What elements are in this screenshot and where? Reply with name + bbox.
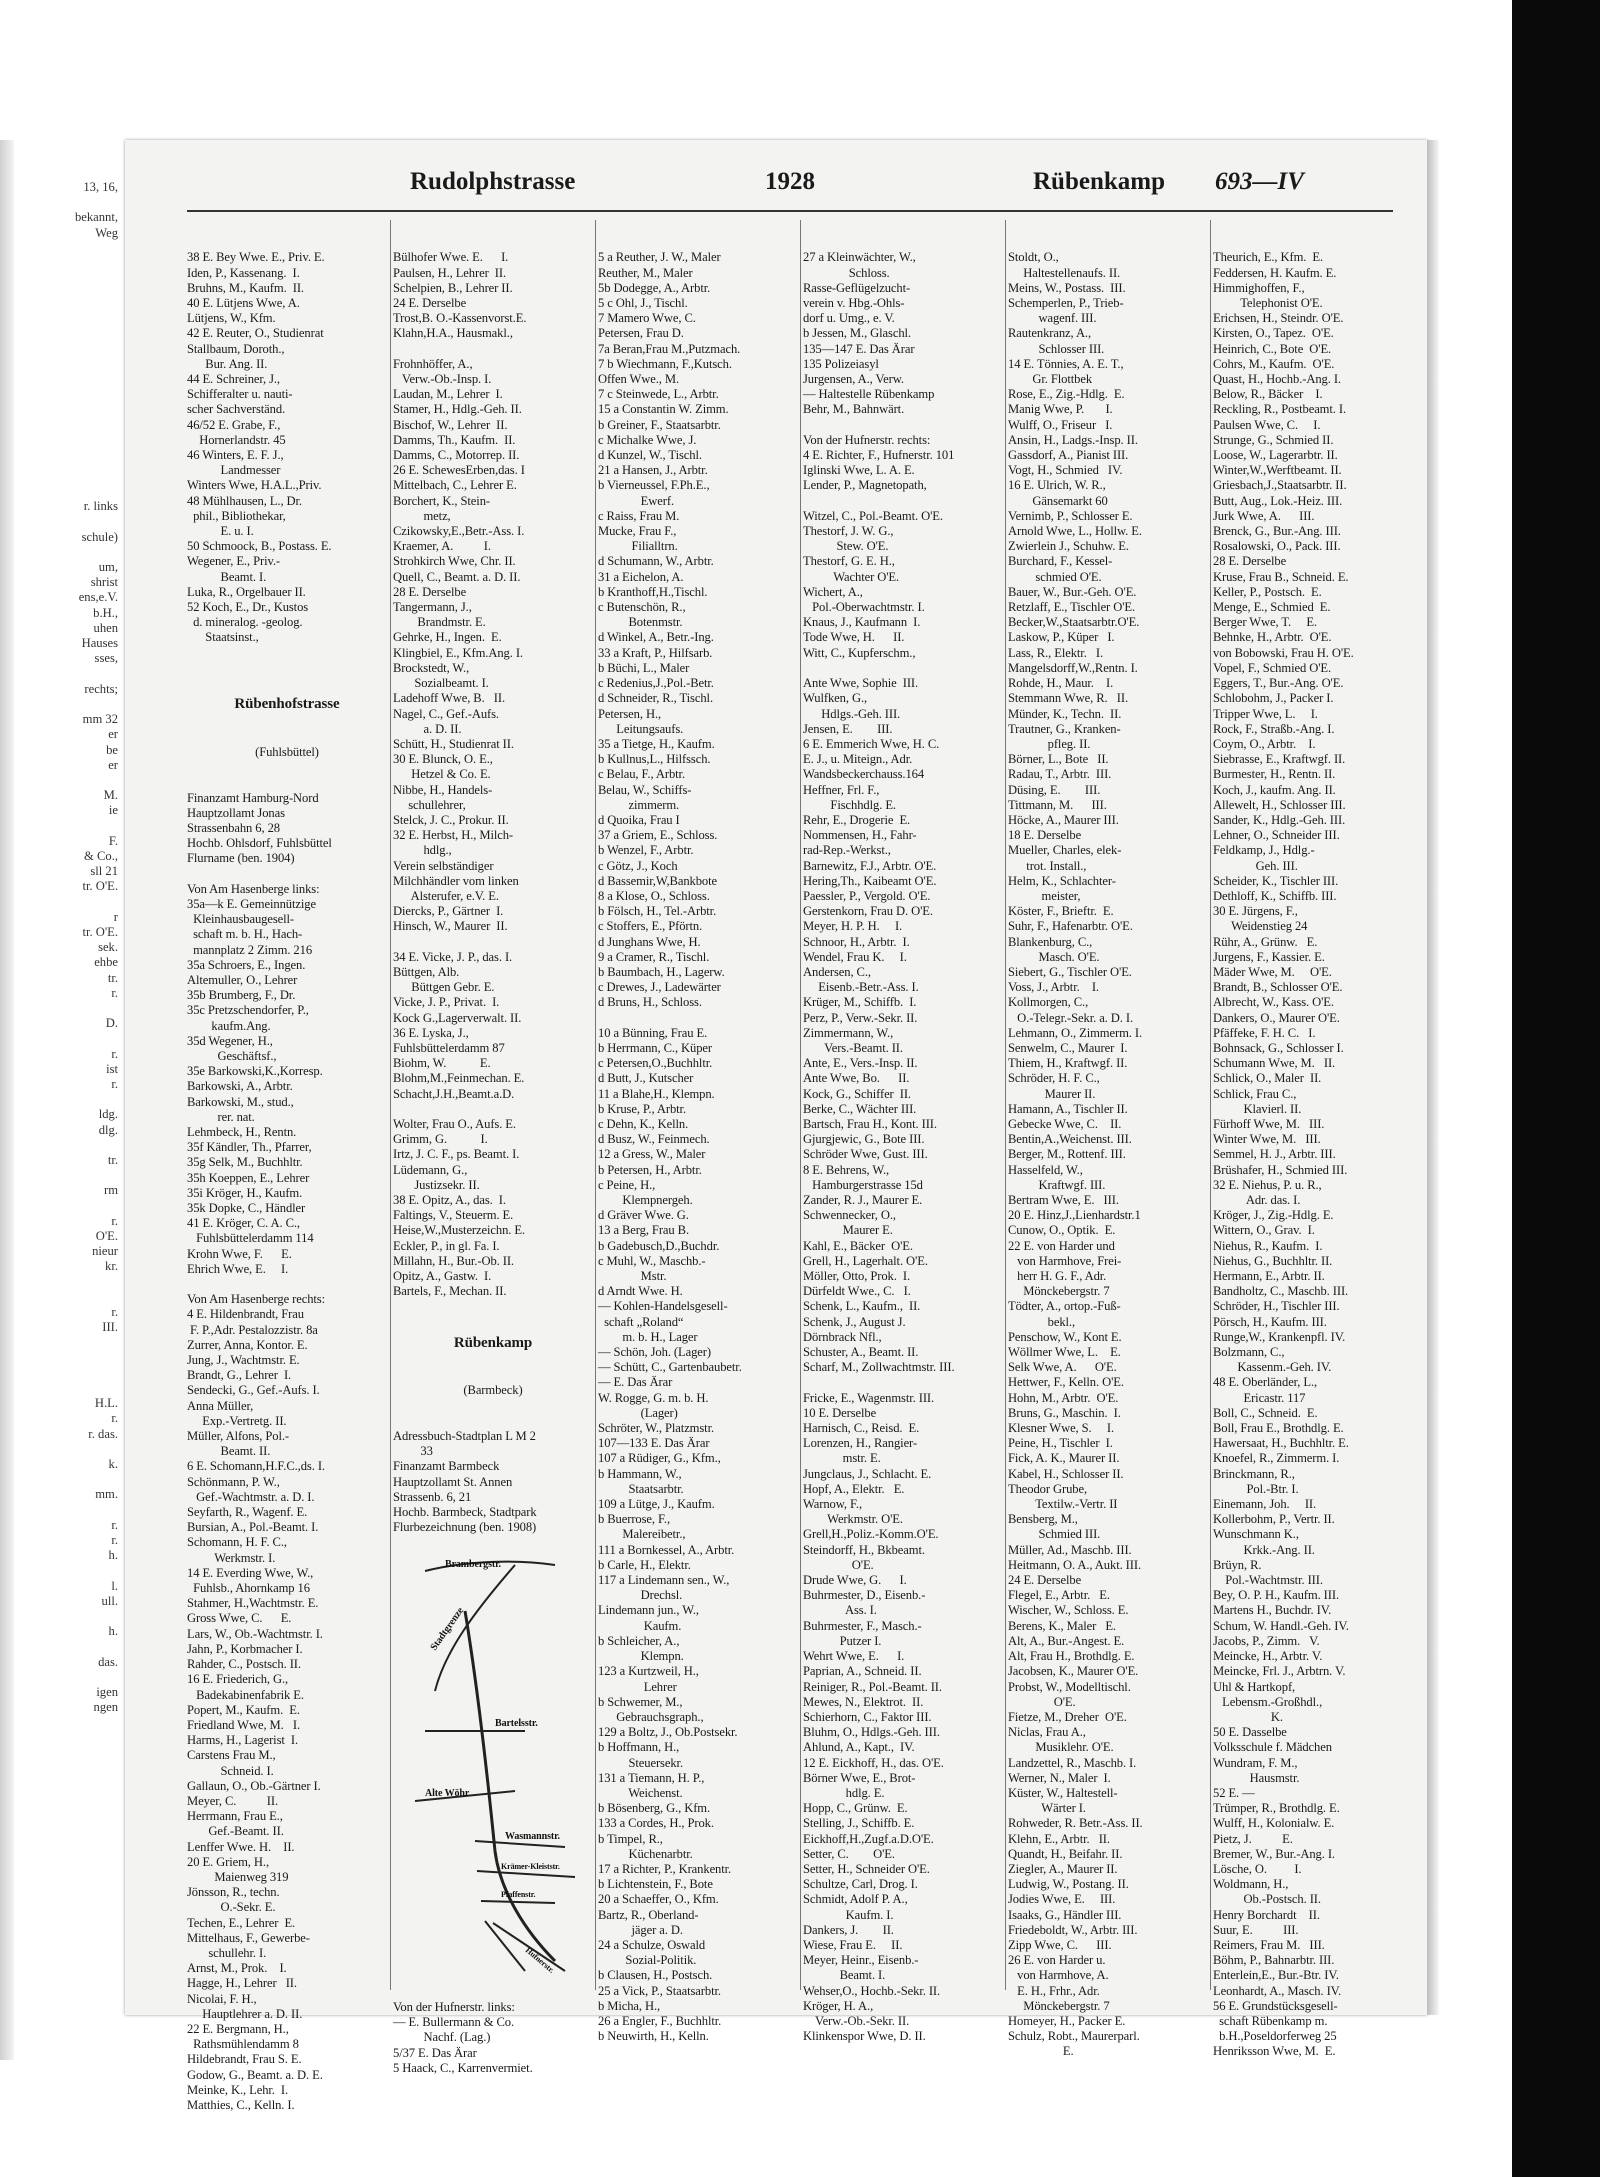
column-3: [598, 220, 798, 2044]
column-divider: [1005, 220, 1006, 1990]
column-2: [393, 220, 593, 2075]
map-label-bartelsstr: Bartelsstr.: [495, 1717, 538, 1729]
section-subtitle-ruebenkamp: (Barmbeck): [463, 1383, 523, 1398]
column-1: [187, 220, 387, 2112]
section-subtitle-ruebenhofstrasse: (Fuhlsbüttel): [255, 744, 319, 759]
section-title-ruebenhofstrasse: Rübenhofstrasse: [234, 696, 340, 713]
page-edge: [1427, 140, 1439, 2015]
column-1-entries: 38 E. Bey Wwe. E., Priv. E. Iden, P., Kassenang. I. Bruhns, M., Kaufm. II. 40 E. Lütjens Wwe, A. Lütjens, W., Kfm. 42 E. Reuter, O., Studienrat Stallbaum, Doroth., Bur. Ang. II. 44 E. Schreiner, J., Schifferalter u. nauti- scher Sachverständ. 46/52 E. Grabe, F., Hornerlandstr. 45 46 Winters, E. F. J., Landmesser Winters Wwe, H.A.L.,Priv. 48 Mühlhausen, L., Dr. phil., Bibliothekar, E. u. I. 50 Schmoock, B., Postass. E. Wegener, E., Priv.- Beamt. I. Luka, R., Orgelbauer II. 52 Koch, E., Dr., Kustos d. mineralog. -geolog. Staatsinst.,: [187, 250, 332, 645]
column-divider: [1210, 220, 1211, 1990]
map-label-alte-woehr: Alte Wöhr: [425, 1787, 470, 1799]
header-street-left: Rudolphstrasse: [410, 168, 576, 195]
column-4-entries: 27 a Kleinwächter, W., Schloss. Rasse-Geflügelzucht- verein v. Hbg.-Ohls- dorf u. Umg., e. V. b Jessen, M., Glaschl. 135—147 E. Das Ärar 135 Polizeiasyl Jurgensen, A., Verw. — Haltestelle Rübenkamp Behr, M., Bahnwärt. Von der Hufnerstr. rechts: 4 E. Richter, F., Hufnerstr. 101 Iglinski Wwe, L. A. E. Lender, P., Magnetopath, Witzel, C., Pol.-Beamt. O'E. Thestorf, J. W. G., Stew. O'E. Thestorf, G. E. H., Wachter O'E. Wichert, A., Pol.-Oberwachtmstr. I. Knaus, J., Kaufmann I. Tode Wwe, H. II. Witt, C., Kupferschm., Ante Wwe, Sophie III. Wulfken, G., Hdlgs.-Geh. III. Jensen, E. III. 6 E. Emmerich Wwe, H. C. E. J., u. Miteign., Adr. Wandsbeckerchauss.164 Heffner, Frl. F., Fischhdlg. E. Rehr, E., Drogerie E. Nommensen, H., Fahr- rad-Rep.-Werkst., Barnewitz, F.J., Arbtr. O'E. Hering,Th., Kaibeamt O'E. Paessler, P., Vergold. O'E. Gerstenkorn, Frau D. O'E. Meyer, H. P. H. I. Schnoor, H., Arbtr. I. Wendel, Frau K. I. Andersen, C., Eisenb.-Betr.-Ass. I. Krüger, M., Schiffb. I. Perz, P., Verw.-Sekr. II. Zimmermann, W., Vers.-Beamt. II. Ante, E., Vers.-Insp. II. Ante Wwe, Bo. II. Kock, G., Schiffer II. Berke, C., Wächter III. Bartsch, Frau H., Kont. III. Gjurgjewic, G., Bote III. Schröder Wwe, Gust. III. 8 E. Behrens, W., Hamburgerstrasse 15d Zander, R. J., Maurer E. Schwennecker, O., Maurer E. Kahl, E., Bäcker O'E. Grell, H., Lagerhalt. O'E. Möller, Otto, Prok. I. Dürfeldt Wwe., C. I. Schenk, L., Kaufm., II. Schenk, J., August J. Dörnbrack Nfl., Schuster, A., Beamt. II. Scharf, M., Zollwachtmstr. III. Fricke, E., Wagenmstr. III. 10 E. Derselbe Harnisch, C., Reisd. E. Lorenzen, H., Rangier- mstr. E. Jungclaus, J., Schlacht. E. Hopf, A., Elektr. E. Warnow, F., Werkmstr. O'E. Grell,H.,Poliz.-Komm.O'E. Steindorff, H., Bkbeamt. O'E. Drude Wwe, G. I. Buhrmester, D., Eisenb.- Ass. I. Buhrmester, F., Masch.- Putzer I. Wehrt Wwe, E. I. Paprian, A., Schneid. II. Reiniger, R., Pol.-Beamt. II. Mewes, N., Elektrot. II. Schierhorn, C., Faktor III. Bluhm, O., Hdlgs.-Geh. III. Ahlund, A., Kapt., IV. 12 E. Eickhoff, H., das. O'E. Börner Wwe, E., Brot- hdlg. E. Hopp, C., Grünw. E. Stelling, J., Schiffb. E. Eickhoff,H.,Zugf.a.D.O'E. Setter, C. O'E. Setter, H., Schneider O'E. Schultze, Carl, Drog. I. Schmidt, Adolf P. A., Kaufm. I. Dankers, J. II. Wiese, Frau E. II. Meyer, Heinr., Eisenb.- Beamt. I. Wehser,O., Hochb.-Sekr. II. Kröger, H. A., Verw.-Ob.-Sekr. II. Klinkenspor Wwe, D. II.: [803, 250, 955, 2044]
header-year: 1928: [765, 168, 815, 195]
column-divider: [800, 220, 801, 1990]
column-6: [1213, 220, 1409, 2059]
section-title-ruebenkamp: Rübenkamp: [453, 1334, 533, 1351]
map-label-wasmannstr: Wasmannstr.: [505, 1830, 561, 1842]
scan-border: [1512, 0, 1600, 2177]
previous-page-strip: 13, 16, bekannt, Weg r. links schule) um, shrist ens,e.V. b.H., uhen Hauses sses, rechts; mm 32 er be er M. ie F. & Co., sll 21 tr. O'E. r tr. O'E. sek. ehbe tr. r. D. r. ist r. ldg. dlg. tr. rm r. O'E. nieur kr. r. III. H.L. r. r. das. k. mm. r. r. h. l. ull. h. das. igen ngen: [74, 180, 118, 1715]
header-rule: [187, 210, 1393, 212]
column-5-entries: Stoldt, O., Haltestellenaufs. II. Meins, W., Postass. III. Schemperlen, P., Trieb- wagenf. III. Rautenkranz, A., Schlosser III. 14 E. Tönnies, A. E. T., Gr. Flottbek Rose, E., Zig.-Hdlg. E. Manig Wwe, P. I. Wulff, O., Friseur I. Ansin, H., Ladgs.-Insp. II. Gassdorf, A., Pianist III. Vogt, H., Schmied IV. 16 E. Ulrich, W. R., Gänsemarkt 60 Vernimb, P., Schlosser E. Arnold Wwe, L., Hollw. E. Zwierlein J., Schuhw. E. Burchard, F., Kessel- schmied O'E. Bauer, W., Bur.-Geh. O'E. Retzlaff, E., Tischler O'E. Becker,W.,Staatsarbtr.O'E. Laskow, P., Küper I. Lass, R., Elektr. I. Mangelsdorff,W.,Rentn. I. Rohde, H., Maur. I. Stemmann Wwe, R. II. Münder, K., Techn. II. Trautner, G., Kranken- pfleg. II. Börner, L., Bote II. Radau, T., Arbtr. III. Düsing, E. III. Tittmann, M. III. Höcke, A., Maurer III. 18 E. Derselbe Mueller, Charles, elek- trot. Install., Helm, K., Schlachter- meister, Köster, F., Brieftr. E. Suhr, F., Hafenarbtr. O'E. Blankenburg, C., Masch. O'E. Siebert, G., Tischler O'E. Voss, J., Arbtr. I. Kollmorgen, C., O.-Telegr.-Sekr. a. D. I. Lehmann, O., Zimmerm. I. Senwelm, C., Maurer I. Thiem, H., Kraftwgf. II. Schröder, H. F. C., Maurer II. Hamann, A., Tischler II. Gebecke Wwe, C. II. Bentin,A.,Weichenst. III. Berger, M., Rottenf. III. Hasselfeld, W., Kraftwgf. III. Bertram Wwe, E. III. 20 E. Hinz,J.,Lienhardstr.1 Cunow, O., Optik. E. 22 E. von Harder und von Harmhove, Frei- herr H. G. F., Adr. Mönckebergstr. 7 Tödter, A., ortop.-Fuß- bekl., Penschow, W., Kont E. Wöllmer Wwe, L. E. Selk Wwe, A. O'E. Hettwer, F., Kelln. O'E. Hohn, M., Arbtr. O'E. Bruns, G., Maschin. I. Klesner Wwe, S. I. Peine, H., Tischler I. Fick, A. K., Maurer II. Kabel, H., Schlosser II. Theodor Grube, Textilw.-Vertr. II Bensberg, M., Schmied III. Müller, Ad., Maschb. III. Heitmann, O. A., Aukt. III. 24 E. Derselbe Flegel, E., Arbtr. E. Wischer, W., Schloss. E. Berens, K., Maler E. Alt, A., Bur.-Angest. E. Alt, Frau H., Brothdlg. E. Jacobsen, K., Maurer O'E. Probst, W., Modelltischl. O'E. Fietze, M., Dreher O'E. Niclas, Frau A., Musiklehr. O'E. Landzettel, R., Maschb. I. Werner, N., Maler I. Küster, W., Haltestell- Wärter I. Rohweder, R. Betr.-Ass. II. Klehn, E., Arbtr. II. Quandt, H., Beifahr. II. Ziegler, A., Maurer II. Ludwig, W., Postang. II. Jodies Wwe, E. III. Isaaks, G., Händler III. Friedeboldt, W., Arbtr. III. Zipp Wwe, C. III. 26 E. von Harder u. von Harmhove, A. E. H., Frhr., Adr. Mönckebergstr. 7 Homeyer, H., Packer E. Schulz, Robt., Maurerparl. E.: [1008, 250, 1143, 2059]
map-road-ruebenkamp: [465, 1611, 555, 1961]
ruebenhofstrasse-entries: Finanzamt Hamburg-Nord Hauptzollamt Jonas Strassenbahn 6, 28 Hochb. Ohlsdorf, Fuhlsbüttel Flurname (ben. 1904) Von Am Hasenberge links: 35a—k E. Gemeinnützige Kleinhausbaugesell- schaft m. b. H., Hach- mannplatz 2 Zimm. 216 35a Schroers, E., Ingen. Altemuller, O., Lehrer 35b Brumberg, F., Dr. 35c Pretzschendorfer, P., kaufm.Ang. 35d Wegener, H., Geschäftsf., 35e Barkowski,K.,Korresp. Barkowski, A., Arbtr. Barkowski, M., stud., rer. nat. Lehmbeck, H., Rentn. 35f Kändler, Th., Pfarrer, 35g Selk, M., Buchhltr. 35h Koeppen, E., Lehrer 35i Kröger, H., Kaufm. 35k Dopke, C., Händler 41 E. Kröger, C. A. C., Fuhlsbüttelerdamm 114 Krohn Wwe, F. E. Ehrich Wwe, E. I. Von Am Hasenberge rechts: 4 E. Hildenbrandt, Frau F. P.,Adr. Pestalozzistr. 8a Zurrer, Anna, Kontor. E. Jung, J., Wachtmstr. E. Brandt, G., Lehrer I. Sendecki, G., Gef.-Aufs. I. Anna Müller, Exp.-Vertretg. II. Müller, Alfons, Pol.- Beamt. II. 6 E. Schomann,H.F.C.,ds. I. Schönmann, P. W., Gef.-Wachtmstr. a. D. I. Seyfarth, R., Wagenf. E. Bursian, A., Pol.-Beamt. I. Schomann, H. F. C., Werkmstr. I. 14 E. Everding Wwe, W., Fuhlsb., Ahornkamp 16 Stahmer, H.,Wachtmstr. E. Gross Wwe, C. E. Lars, W., Ob.-Wachtmstr. I. Jahn, P., Korbmacher I. Rahder, C., Postsch. II. 16 E. Friederich, G., Badekabinenfabrik E. Popert, M., Kaufm. E. Friedland Wwe, M. I. Harms, H., Lagerist I. Carstens Frau M., Schneid. I. Gallaun, O., Ob.-Gärtner I. Meyer, C. II. Herrmann, Frau E., Gef.-Beamt. II. Lenffer Wwe. H. II. 20 E. Griem, H., Maienweg 319 Jönsson, R., techn. O.-Sekr. E. Techen, E., Lehrer E. Mittelhaus, F., Gewerbe- schullehr. I. Arnst, M., Prok. I. Hagge, H., Lehrer II. Nicolai, F. H., Hauptlehrer a. D. II. 22 E. Bergmann, H., Rathsmühlendamm 8 Hildebrandt, Frau S. E. Godow, G., Beamt. a. D. E. Meinke, K., Lehr. I. Matthies, C., Kelln. I.: [187, 790, 332, 2112]
ruebenkamp-intro: Adressbuch-Stadtplan L M 2 33 Finanzamt Barmbeck Hauptzollamt St. Annen Strassenb. 6, 21 Hochb. Barmbeck, Stadtpark Flurbezeichnung (ben. 1908): [393, 1429, 537, 1535]
hufnerstr-links-entries: Von der Hufnerstr. links: — E. Bullermann & Co. Nachf. (Lag.) 5/37 E. Das Ärar 5 Haack, C., Karrenvermiet.: [393, 2000, 533, 2075]
map-label-stadtgrenze: Stadtgrenze: [428, 1605, 467, 1653]
map-road-hufner: [485, 1921, 525, 1971]
column-6-entries: Theurich, E., Kfm. E. Feddersen, H. Kaufm. E. Himmighoffen, F., Telephonist O'E. Erichsen, H., Steindr. O'E. Kirsten, O., Tapez. O'E. Heinrich, C., Bote O'E. Cohrs, M., Kaufm. O'E. Quast, H., Hochb.-Ang. I. Below, R., Bäcker I. Reckling, R., Postbeamt. I. Paulsen Wwe, C. I. Strunge, G., Schmied II. Loose, W., Lagerarbtr. II. Winter,W.,Werftbeamt. II. Griesbach,J.,Staatsarbtr. II. Butt, Aug., Lok.-Heiz. III. Jurk Wwe, A. III. Brenck, G., Bur.-Ang. III. Rosalowski, O., Pack. III. 28 E. Derselbe Kruse, Frau B., Schneid. E. Keller, P., Postsch. E. Menge, E., Schmied E. Berger Wwe, T. E. Behnke, H., Arbtr. O'E. von Bobowski, Frau H. O'E. Vopel, F., Schmied O'E. Eggers, T., Bur.-Ang. O'E. Schlobohm, J., Packer I. Tripper Wwe, L. I. Rock, F., Straßb.-Ang. I. Coym, O., Arbtr. I. Siebrasse, E., Kraftwgf. II. Burmester, H., Rentn. II. Koch, J., kaufm. Ang. II. Allewelt, H., Schlosser III. Sander, K., Hdlg.-Geh. III. Lehner, O., Schneider III. Feldkamp, J., Hdlg.- Geh. III. Scheider, K., Tischler III. Dethloff, K., Schiffb. III. 30 E. Jürgens, F., Weidenstieg 24 Rühr, A., Grünw. E. Jurgens, F., Kassier. E. Mäder Wwe, M. O'E. Brandt, B., Schlosser O'E. Albrecht, W., Kass. O'E. Dankers, O., Maurer O'E. Pfäffeke, F. H. C. I. Bohnsack, G., Schlosser I. Schumann Wwe, M. II. Schlick, O., Maler II. Schlick, Frau C., Klavierl. II. Fürhoff Wwe, M. III. Winter Wwe, M. III. Semmel, H. J., Arbtr. III. Brüshafer, H., Schmied III. 32 E. Niehus, P. u. R., Adr. das. I. Kröger, J., Zig.-Hdlg. E. Wittern, O., Grav. I. Niehus, R., Kaufm. I. Niehus, G., Buchhltr. II. Hermann, E., Arbtr. II. Bandholtz, C., Maschb. III. Schröder, H., Tischler III. Pörsch, H., Kaufm. III. Runge,W., Krankenpfl. IV. Bolzmann, C., Kassenm.-Geh. IV. 48 E. Oberländer, L., Ericastr. 117 Boll, C., Schneid. E. Boll, Frau E., Brothdlg. E. Hawersaat, H., Buchhltr. E. Knoefel, R., Zimmerm. I. Brinckmann, R., Pol.-Btr. I. Einemann, Joh. II. Kollerbohm, P., Vertr. II. Wunschmann K., Krkk.-Ang. II. Brüyn, R. Pol.-Wachtmstr. III. Bey, O. P. H., Kaufm. III. Martens H., Buchdr. IV. Schum, W. Handl.-Geh. IV. Jacobs, P., Zimm. V. Meincke, H., Arbtr. V. Meincke, Frl. J., Arbtrn. V. Uhl & Hartkopf, Lebensm.-Großhdl., K. 50 E. Dasselbe Volksschule f. Mädchen Wundram, F. M., Hausmstr. 52 E. — Trümper, R., Brothdlg. E. Wulff, H., Kolonialw. E. Pietz, J. E. Bremer, W., Bur.-Ang. I. Lösche, O. I. Woldmann, H., Ob.-Postsch. II. Henry Borchardt II. Suur, E. III. Reimers, Frau M. III. Böhm, P., Bahnarbtr. III. Enterlein,E., Bur.-Btr. IV. Leonhardt, A., Masch. IV. 56 E. Grundstücksgesell- schaft Rübenkamp m. b.H.,Poseldorferweg 25 Henriksson Wwe, M. E.: [1213, 250, 1354, 2059]
map-label-hufnerstr: Hufnerstr.: [523, 1945, 557, 1975]
map-road-kraemer: [477, 1871, 575, 1877]
column-4: [803, 220, 1003, 2044]
map-label-kraemer: Krämer-Kleiststr.: [501, 1861, 560, 1871]
map-label-bramberg: Brambergstr.: [445, 1558, 502, 1570]
column-divider: [595, 220, 596, 1990]
page-header: [125, 168, 1427, 204]
map-label-pfaffen: Pfaffenstr.: [501, 1889, 536, 1899]
column-2-entries: Bülhofer Wwe. E. I. Paulsen, H., Lehrer II. Schelpien, B., Lehrer II. 24 E. Derselbe Trost,B. O.-Kassenvorst.E. Klahn,H.A., Hausmakl., Frohnhöffer, A., Verw.-Ob.-Insp. I. Laudan, M., Lehrer I. Stamer, H., Hdlg.-Geh. II. Bischof, W., Lehrer II. Damms, Th., Kaufm. II. Damms, C., Motorrep. II. 26 E. SchewesErben,das. I Mittelbach, C., Lehrer E. Borchert, K., Stein- metz, Czikowsky,E.,Betr.-Ass. I. Kraemer, A. I. Strohkirch Wwe, Chr. II. Quell, C., Beamt. a. D. II. 28 E. Derselbe Tangermann, J., Brandmstr. E. Gehrke, H., Ingen. E. Klingbiel, E., Kfm.Ang. I. Brockstedt, W., Sozialbeamt. I. Ladehoff Wwe, B. II. Nagel, C., Gef.-Aufs. a. D. II. Schütt, H., Studienrat II. 30 E. Blunck, O. E., Hetzel & Co. E. Nibbe, H., Handels- schullehrer, Stelck, J. C., Prokur. II. 32 E. Herbst, H., Milch- hdlg., Verein selbständiger Milchhändler vom linken Alsterufer, e.V. E. Diercks, P., Gärtner I. Hinsch, W., Maurer II. 34 E. Vicke, J. P., das. I. Büttgen, Alb. Büttgen Gebr. E. Vicke, J. P., Privat. I. Kock G.,Lagerverwalt. II. 36 E. Lyska, J., Fuhlsbüttelerdamm 87 Biohm, W. E. Blohm,M.,Feinmechan. E. Schacht,J.H.,Beamt.a.D. Wolter, Frau O., Aufs. E. Grimm, G. I. Irtz, J. C. F., ps. Beamt. I. Lüdemann, G., Justizsekr. II. 38 E. Opitz, A., das. I. Faltings, V., Steuerm. E. Heise,W.,Musterzeichn. E. Eckler, P., in gl. Fa. I. Millahn, H., Bur.-Ob. II. Opitz, A., Gastw. I. Bartels, F., Mechan. II.: [393, 250, 527, 1299]
street-map-sketch: [405, 1551, 601, 1981]
column-5: [1008, 220, 1208, 2059]
column-divider: [390, 220, 391, 1990]
directory-page: [125, 140, 1427, 2112]
header-page-number: 693—IV: [1215, 168, 1304, 195]
map-road-pfaffen: [481, 1901, 555, 1903]
header-street-right: Rübenkamp: [1033, 168, 1165, 195]
column-3-entries: 5 a Reuther, J. W., Maler Reuther, M., Maler 5b Dodegge, A., Arbtr. 5 c Ohl, J., Tischl. 7 Mamero Wwe, C. Petersen, Frau D. 7a Beran,Frau M.,Putzmach. 7 b Wiechmann, F.,Kutsch. Offen Wwe., M. 7 c Steinwede, L., Arbtr. 15 a Constantin W. Zimm. b Greiner, F., Staatsarbtr. c Michalke Wwe, J. d Kunzel, W., Tischl. 21 a Hansen, J., Arbtr. b Vierneussel, F.Ph.E., Ewerf. c Raiss, Frau M. Mucke, Frau F., Filialltrn. d Schumann, W., Arbtr. 31 a Eichelon, A. b Kranthoff,H.,Tischl. c Butenschön, R., Botenmstr. d Winkel, A., Betr.-Ing. 33 a Kraft, P., Hilfsarb. b Büchi, L., Maler c Redenius,J.,Pol.-Betr. d Schneider, R., Tischl. Petersen, H., Leitungsaufs. 35 a Tietge, H., Kaufm. b Kullnus,L., Hilfssch. c Belau, F., Arbtr. Belau, W., Schiffs- zimmerm. d Quoika, Frau I 37 a Griem, E., Schloss. b Wenzel, F., Arbtr. c Götz, J., Koch d Bassemir,W,Bankbote 8 a Klose, O., Schloss. b Fölsch, H., Tel.-Arbtr. c Stoffers, E., Pförtn. d Junghans Wwe, H. 9 a Cramer, R., Tischl. b Baumbach, H., Lagerw. c Drewes, J., Ladewärter d Bruns, H., Schloss. 10 a Bünning, Frau E. b Herrmann, C., Küper c Petersen,O.,Buchhltr. d Butt, J., Kutscher 11 a Blahe,H., Klempn. b Kruse, P., Arbtr. c Dehn, K., Kelln. d Busz, W., Feinmech. 12 a Gress, W., Maler b Petersen, H., Arbtr. c Peine, H., Klempnergeh. d Gräver Wwe. G. 13 a Berg, Frau B. b Gadebusch,D.,Buchdr. c Muhl, W., Maschb.- Mstr. d Arndt Wwe. H. — Kohlen-Handelsgesell- schaft „Roland“ m. b. H., Lager — Schön, Joh. (Lager) — Schütt, C., Gartenbaubetr. — E. Das Ärar W. Rogge, G. m. b. H. (Lager) Schröter, W., Platzmstr. 107—133 E. Das Ärar 107 a Rüdiger, G., Kfm., b Hammann, W., Staatsarbtr. 109 a Lütge, J., Kaufm. b Buerrose, F., Malereibetr., 111 a Bornkessel, A., Arbtr. b Carle, H., Elektr. 117 a Lindemann sen., W., Drechsl. Lindemann jun., W., Kaufm. b Schleicher, A., Klempn. 123 a Kurtzweil, H., Lehrer b Schwemer, M., Gebrauchsgraph., 129 a Boltz, J., Ob.Postsekr. b Hoffmann, H., Steuersekr. 131 a Tiemann, H. P., Weichenst. b Bösenberg, G., Kfm. 133 a Cordes, H., Prok. b Timpel, R., Küchenarbtr. 17 a Richter, P., Krankentr. b Lichtenstein, F., Bote 20 a Schaeffer, O., Kfm. Bartz, R., Oberland- jäger a. D. 24 a Schulze, Oswald Sozial-Politik. b Clausen, H., Postsch. 25 a Vick, P., Staatsarbtr. b Micha, H., 26 a Engler, F., Buchhltr. b Neuwirth, H., Kelln.: [598, 250, 742, 2044]
